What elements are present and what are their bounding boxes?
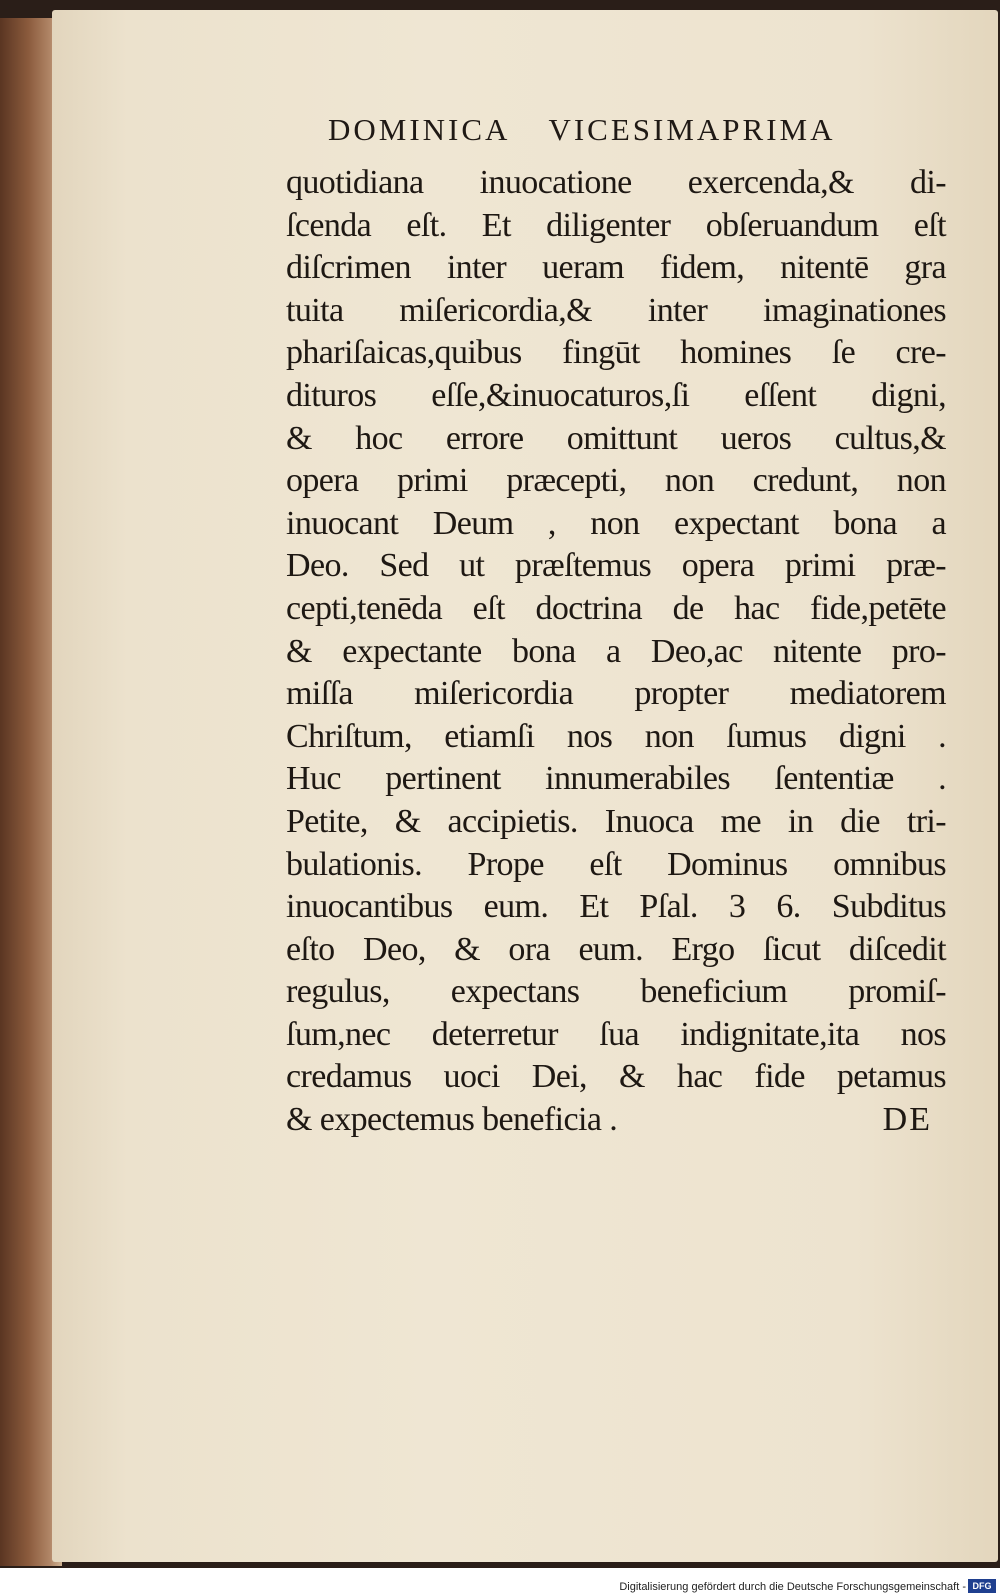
text-line: Deo. Sed ut præſtemus opera primi præ- — [286, 547, 946, 585]
text-line: cepti,tenēda eſt doctrina de hac fide,petēte — [286, 589, 946, 627]
running-head-left: DOMINICA — [328, 112, 511, 147]
text-line: inuocant Deum , non expectant bona a — [286, 504, 946, 542]
text-line: & expectante bona a Deo,ac nitente pro- — [286, 632, 946, 670]
text-line-last-content: & expectemus beneficia . — [286, 1101, 618, 1139]
text-line: ſum,nec deterretur ſua indignitate,ita nos — [286, 1015, 946, 1053]
text-line: dituros eſſe,&inuocaturos,ſi eſſent digni, — [286, 376, 946, 414]
text-line: regulus, expectans beneficium promiſ- — [286, 973, 946, 1011]
catchword: DE — [882, 1101, 932, 1139]
running-head — [328, 112, 928, 148]
text-line: inuocantibus eum. Et Pſal. 3 6. Subditus — [286, 888, 946, 926]
text-line: ſcenda eſt. Et diligenter obſeruandum eſt — [286, 206, 946, 244]
text-line: tuita miſericordia,& inter imaginationes — [286, 291, 946, 329]
text-line: & hoc errore omittunt ueros cultus,& — [286, 419, 946, 457]
funding-credit: Digitalisierung gefördert durch die Deutsche Forschungsgemeinschaft - — [619, 1581, 966, 1593]
text-line: Chriſtum, etiamſi nos non ſumus digni . — [286, 717, 946, 755]
running-head-right: VICESIMAPRIMA — [548, 112, 836, 147]
dfg-logo: DFG — [968, 1579, 996, 1593]
text-line: Petite, & accipietis. Inuoca me in die tri- — [286, 802, 946, 840]
text-line: miſſa miſericordia propter mediatorem — [286, 675, 946, 713]
text-line: phariſaicas,quibus fingūt homines ſe cre- — [286, 334, 946, 372]
text-line: opera primi præcepti, non credunt, non — [286, 462, 946, 500]
text-line: eſto Deo, & ora eum. Ergo ſicut diſcedit — [286, 930, 946, 968]
text-line: quotidiana inuocatione exercenda,& di- — [286, 164, 946, 201]
text-line: bulationis. Prope eſt Dominus omnibus — [286, 845, 946, 883]
text-line: credamus uoci Dei, & hac fide petamus — [286, 1058, 946, 1096]
text-line: diſcrimen inter ueram fidem, nitentē gra — [286, 249, 946, 287]
text-line-last — [286, 1099, 946, 1142]
text-block — [286, 162, 946, 1142]
text-line: Huc pertinent innumerabiles ſententiæ . — [286, 760, 946, 798]
